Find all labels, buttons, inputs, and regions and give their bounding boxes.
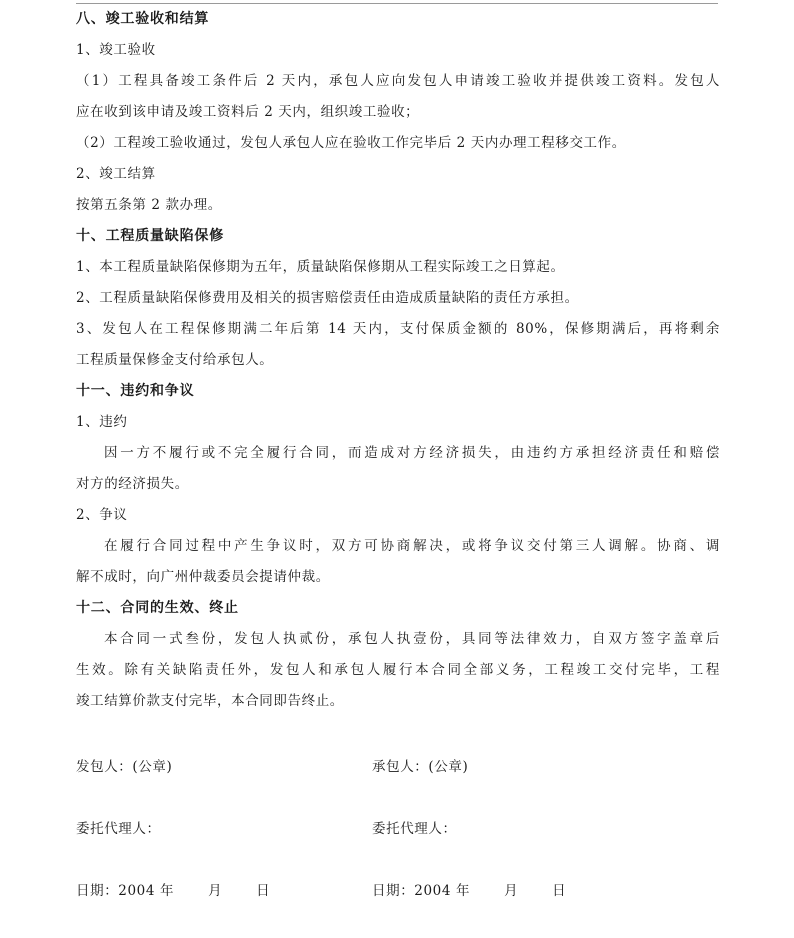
contract-body [76,4,720,717]
client-agent-label: 委托代理人： [76,821,161,837]
section-12-line-2: 生效。除有关缺陷责任外，发包人和承包人履行本合同全部义务，工程竣工交付完毕，工程 [76,662,720,678]
section-8-item-1-line-2: 应在收到该申请及竣工资料后 2 天内，组织竣工验收； [76,104,420,120]
client-date-day: 日 [256,883,271,899]
section-11-sub-1-line-1: 因一方不履行或不完全履行合同，而造成对方经济损失，由违约方承担经济责任和赔偿 [104,445,720,461]
signature-row-agent [76,814,720,876]
contractor-date-month: 月 [504,883,519,899]
section-11-sub-2-line-2: 解不成时，向广州仲裁委员会提请仲裁。 [76,569,330,585]
section-10-p3-line-2: 工程质量保修金支付给承包人。 [76,352,274,368]
client-seal-label: 发包人：(公章) [76,759,173,775]
section-8-sub-2: 2、竣工结算 [76,166,156,182]
section-11-sub-1-line-2: 对方的经济损失。 [76,476,189,492]
section-8-title: 八、竣工验收和结算 [76,11,210,27]
section-12-line-1: 本合同一式叁份，发包人执贰份，承包人执壹份，具同等法律效力，自双方签字盖章后 [104,631,720,647]
section-8-item-1-line-1: （1）工程具备竣工条件后 2 天内，承包人应向发包人申请竣工验收并提供竣工资料。发包人 [76,73,720,89]
contractor-agent-label: 委托代理人： [372,821,457,837]
client-date-month: 月 [208,883,223,899]
contractor-date-day: 日 [552,883,567,899]
contractor-date [372,876,566,907]
contractor-date-year: 日期：2004 年 [372,883,471,899]
contractor-seal-label: 承包人：(公章) [372,759,469,775]
client-date [76,876,270,907]
section-11-sub-1: 1、违约 [76,414,128,430]
section-12-line-3: 竣工结算价款支付完毕，本合同即告终止。 [76,693,344,709]
client-date-year: 日期：2004 年 [76,883,175,899]
section-8-sub-1: 1、竣工验收 [76,42,156,58]
signature-block [76,752,720,938]
section-8-item-2: （2）工程竣工验收通过，发包人承包人应在验收工作完毕后 2 天内办理工程移交工作。 [76,135,626,151]
section-12-title: 十二、合同的生效、终止 [76,600,239,616]
section-11-title: 十一、违约和争议 [76,383,195,399]
section-11-sub-2-line-1: 在履行合同过程中产生争议时，双方可协商解决，或将争议交付第三人调解。协商、调 [104,538,720,554]
section-11-sub-2: 2、争议 [76,507,128,523]
section-10-p2: 2、工程质量缺陷保修费用及相关的损害赔偿责任由造成质量缺陷的责任方承担。 [76,290,579,306]
section-10-p1: 1、本工程质量缺陷保修期为五年，质量缺陷保修期从工程实际竣工之日算起。 [76,259,565,275]
signature-row-seal [76,752,720,814]
signature-row-date [76,876,720,938]
section-8-sub-2-text: 按第五条第 2 款办理。 [76,197,222,213]
section-10-p3-line-1: 3、发包人在工程保修期满二年后第 14 天内，支付保质金额的 80%，保修期满后，再将剩余 [76,321,720,337]
section-10-title: 十、工程质量缺陷保修 [76,228,224,244]
